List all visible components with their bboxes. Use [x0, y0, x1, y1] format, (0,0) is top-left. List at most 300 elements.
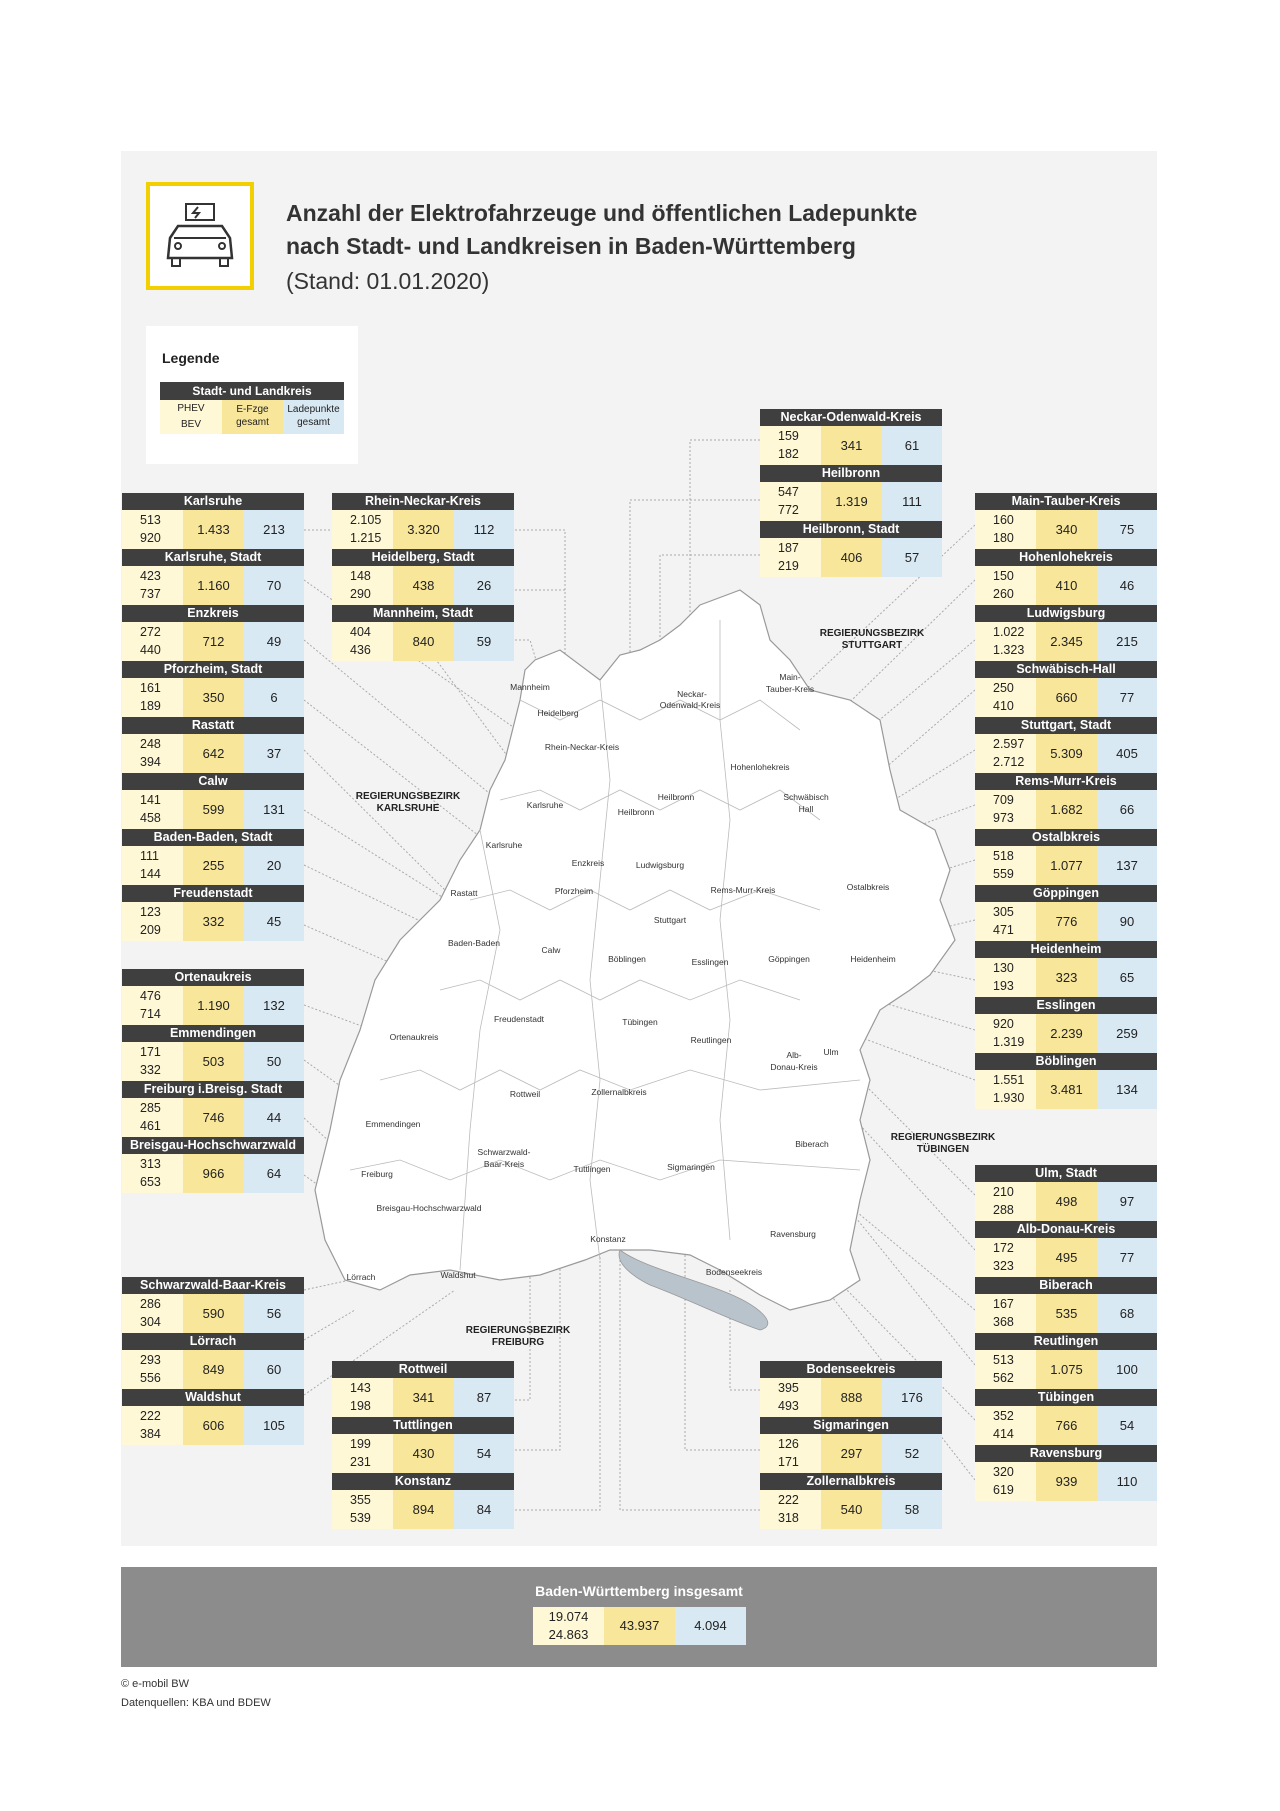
- total-bev: 24.863: [548, 1627, 589, 1642]
- district-charge-points: 46: [1097, 566, 1157, 605]
- district-charge-points: 54: [454, 1434, 514, 1473]
- district-name: Bodenseekreis: [760, 1361, 942, 1378]
- map-place-label: Baar-Kreis: [483, 1159, 525, 1169]
- district-phev: 305: [993, 905, 1014, 919]
- district-bev: 182: [778, 447, 799, 461]
- district-bev: 920: [140, 531, 161, 545]
- district-total-vehicles: 3.320: [393, 510, 454, 549]
- district-charge-points: 64: [244, 1154, 304, 1193]
- district-phev: 423: [140, 569, 161, 583]
- district-phev-bev: [975, 678, 1036, 717]
- district-total-vehicles: 341: [393, 1378, 454, 1417]
- district-total-vehicles: 3.481: [1036, 1070, 1097, 1109]
- legend-phev: PHEV: [177, 403, 205, 414]
- district-box: [122, 493, 304, 549]
- district-total-vehicles: 746: [183, 1098, 244, 1137]
- district-total-vehicles: 406: [821, 538, 882, 577]
- district-phev: 355: [350, 1493, 371, 1507]
- district-phev-bev: [760, 426, 821, 465]
- district-box: [975, 605, 1157, 661]
- district-total-vehicles: 840: [393, 622, 454, 661]
- district-name: Schwarzwald-Baar-Kreis: [122, 1277, 304, 1294]
- district-name: Ulm, Stadt: [975, 1165, 1157, 1182]
- district-name: Hohenlohekreis: [975, 549, 1157, 566]
- legend-title: Legende: [162, 350, 220, 366]
- district-phev: 293: [140, 1353, 161, 1367]
- district-phev-bev: [332, 1378, 393, 1417]
- region-freiburg-2: FREIBURG: [491, 1337, 545, 1348]
- district-phev-bev: [975, 1406, 1036, 1445]
- map-place-label: Zollernalbkreis: [591, 1087, 647, 1097]
- map-place-label: Biberach: [795, 1139, 829, 1149]
- district-total-vehicles: 1.682: [1036, 790, 1097, 829]
- district-charge-points: 213: [244, 510, 304, 549]
- map-place-label: Freiburg: [361, 1169, 393, 1179]
- region-tuebingen-2: TÜBINGEN: [916, 1144, 970, 1155]
- district-phev: 159: [778, 429, 799, 443]
- district-bev: 198: [350, 1399, 371, 1413]
- district-name: Lörrach: [122, 1333, 304, 1350]
- district-name: Mannheim, Stadt: [332, 605, 514, 622]
- district-phev: 285: [140, 1101, 161, 1115]
- district-bev: 323: [993, 1259, 1014, 1273]
- district-phev: 272: [140, 625, 161, 639]
- district-phev: 352: [993, 1409, 1014, 1423]
- district-name: Stuttgart, Stadt: [975, 717, 1157, 734]
- district-box: [122, 773, 304, 829]
- district-name: Tübingen: [975, 1389, 1157, 1406]
- district-bev: 414: [993, 1427, 1014, 1441]
- map-place-label: Rastatt: [450, 888, 478, 898]
- district-total-vehicles: 503: [183, 1042, 244, 1081]
- district-charge-points: 60: [244, 1350, 304, 1389]
- district-bev: 260: [993, 587, 1014, 601]
- district-name: Heidelberg, Stadt: [332, 549, 514, 566]
- district-total-vehicles: 776: [1036, 902, 1097, 941]
- district-box: [122, 885, 304, 941]
- district-name: Waldshut: [122, 1389, 304, 1406]
- district-box: [122, 1333, 304, 1389]
- district-charge-points: 68: [1097, 1294, 1157, 1333]
- district-name: Enzkreis: [122, 605, 304, 622]
- district-charge-points: 137: [1097, 846, 1157, 885]
- district-name: Ludwigsburg: [975, 605, 1157, 622]
- district-total-vehicles: 642: [183, 734, 244, 773]
- region-tuebingen-1: REGIERUNGSBEZIRK: [890, 1132, 996, 1143]
- district-phev-bev: [975, 1070, 1036, 1109]
- district-charge-points: 84: [454, 1490, 514, 1529]
- district-bev: 714: [140, 1007, 161, 1021]
- district-bev: 180: [993, 531, 1014, 545]
- district-total-vehicles: 332: [183, 902, 244, 941]
- district-total-vehicles: 660: [1036, 678, 1097, 717]
- map-place-label: Tuttlingen: [573, 1164, 611, 1174]
- district-name: Esslingen: [975, 997, 1157, 1014]
- map-place-label: Ravensburg: [770, 1229, 816, 1239]
- district-box: [760, 1417, 942, 1473]
- district-total-vehicles: 606: [183, 1406, 244, 1445]
- map-place-label: Tauber-Kreis: [765, 684, 815, 694]
- state-outline: [315, 590, 955, 1310]
- district-charge-points: 405: [1097, 734, 1157, 773]
- district-total-vehicles: 1.077: [1036, 846, 1097, 885]
- district-bev: 1.319: [993, 1035, 1025, 1049]
- district-total-vehicles: 297: [821, 1434, 882, 1473]
- district-box: [122, 1389, 304, 1445]
- map-place-label: Rhein-Neckar-Kreis: [544, 742, 620, 752]
- map-place-label: Alb-: [786, 1050, 802, 1060]
- district-phev-bev: [975, 510, 1036, 549]
- district-charge-points: 26: [454, 566, 514, 605]
- district-charge-points: 259: [1097, 1014, 1157, 1053]
- map-place-label: Mannheim: [510, 682, 550, 692]
- district-name: Biberach: [975, 1277, 1157, 1294]
- district-name: Karlsruhe: [122, 493, 304, 510]
- district-phev: 476: [140, 989, 161, 1003]
- district-box: [122, 549, 304, 605]
- district-name: Böblingen: [975, 1053, 1157, 1070]
- district-total-vehicles: 495: [1036, 1238, 1097, 1277]
- district-box: [975, 997, 1157, 1053]
- district-bev: 737: [140, 587, 161, 601]
- district-bev: 394: [140, 755, 161, 769]
- district-bev: 556: [140, 1371, 161, 1385]
- district-phev-bev: [760, 1434, 821, 1473]
- legend-charge-line2: gesamt: [297, 417, 330, 428]
- map-place-label: Odenwald-Kreis: [659, 700, 721, 710]
- district-box: [975, 1053, 1157, 1109]
- district-total-vehicles: 939: [1036, 1462, 1097, 1501]
- district-name: Konstanz: [332, 1473, 514, 1490]
- district-total-vehicles: 1.433: [183, 510, 244, 549]
- district-box: [760, 465, 942, 521]
- map-place-label: Main-: [779, 672, 801, 682]
- district-box: [975, 1445, 1157, 1501]
- district-box: [122, 605, 304, 661]
- district-phev-bev: [122, 1294, 183, 1333]
- district-charge-points: 37: [244, 734, 304, 773]
- district-phev-bev: [760, 1490, 821, 1529]
- district-name: Rottweil: [332, 1361, 514, 1378]
- district-name: Neckar-Odenwald-Kreis: [760, 409, 942, 426]
- district-charge-points: 44: [244, 1098, 304, 1137]
- district-phev-bev: [122, 678, 183, 717]
- total-charge-points: 4.094: [675, 1607, 746, 1645]
- map-place-label: Waldshut: [440, 1270, 476, 1280]
- district-box: [122, 1081, 304, 1137]
- district-bev: 772: [778, 503, 799, 517]
- district-bev: 318: [778, 1511, 799, 1525]
- district-phev-bev: [975, 1294, 1036, 1333]
- map-place-label: Karlsruhe: [526, 800, 564, 810]
- district-box: [122, 829, 304, 885]
- district-phev: 518: [993, 849, 1014, 863]
- district-phev-bev: [122, 1042, 183, 1081]
- district-phev-bev: [975, 846, 1036, 885]
- district-phev: 160: [993, 513, 1014, 527]
- district-box: [975, 717, 1157, 773]
- district-name: Calw: [122, 773, 304, 790]
- district-bev: 368: [993, 1315, 1014, 1329]
- region-stuttgart-1: REGIERUNGSBEZIRK: [819, 628, 925, 639]
- map-place-label: Esslingen: [691, 957, 729, 967]
- district-phev: 320: [993, 1465, 1014, 1479]
- district-total-vehicles: 1.190: [183, 986, 244, 1025]
- map-place-label: Tübingen: [622, 1017, 658, 1027]
- district-box: [760, 409, 942, 465]
- district-bev: 171: [778, 1455, 799, 1469]
- total-phev: 19.074: [548, 1609, 589, 1624]
- district-phev-bev: [975, 622, 1036, 661]
- data-sources: Datenquellen: KBA und BDEW: [121, 1697, 271, 1709]
- district-bev: 562: [993, 1371, 1014, 1385]
- map-place-label: Heilbronn: [617, 807, 655, 817]
- district-charge-points: 75: [1097, 510, 1157, 549]
- map-place-label: Ostalbkreis: [846, 882, 890, 892]
- district-total-vehicles: 766: [1036, 1406, 1097, 1445]
- district-total-vehicles: 410: [1036, 566, 1097, 605]
- district-charge-points: 132: [244, 986, 304, 1025]
- district-phev: 395: [778, 1381, 799, 1395]
- district-phev-bev: [332, 1434, 393, 1473]
- map-place-label: Neckar-: [677, 689, 707, 699]
- region-stuttgart-2: STUTTGART: [841, 640, 903, 651]
- district-bev: 209: [140, 923, 161, 937]
- district-box: [332, 1361, 514, 1417]
- legend-bev: BEV: [180, 419, 201, 430]
- district-total-vehicles: 255: [183, 846, 244, 885]
- district-name: Schwäbisch-Hall: [975, 661, 1157, 678]
- district-phev-bev: [122, 510, 183, 549]
- district-phev-bev: [122, 566, 183, 605]
- district-total-vehicles: 2.239: [1036, 1014, 1097, 1053]
- district-phev: 248: [140, 737, 161, 751]
- district-charge-points: 6: [244, 678, 304, 717]
- map-place-label: Calw: [541, 945, 561, 955]
- district-bev: 2.712: [993, 755, 1025, 769]
- district-phev-bev: [332, 1490, 393, 1529]
- district-name: Ravensburg: [975, 1445, 1157, 1462]
- map-place-label: Ludwigsburg: [635, 860, 685, 870]
- district-phev-bev: [122, 1350, 183, 1389]
- legend-header: Stadt- und Landkreis: [160, 382, 344, 400]
- region-karlsruhe-1: REGIERUNGSBEZIRK: [355, 791, 461, 802]
- district-charge-points: 90: [1097, 902, 1157, 941]
- district-box: [975, 1333, 1157, 1389]
- map-place-label: Göppingen: [768, 954, 810, 964]
- map-place-label: Hall: [798, 804, 814, 814]
- district-name: Zollernalbkreis: [760, 1473, 942, 1490]
- district-phev: 130: [993, 961, 1014, 975]
- district-bev: 539: [350, 1511, 371, 1525]
- district-bev: 1.930: [993, 1091, 1025, 1105]
- district-total-vehicles: 540: [821, 1490, 882, 1529]
- map-place-label: Rottweil: [509, 1089, 541, 1099]
- legend-total-line2: gesamt: [236, 417, 269, 428]
- district-phev: 150: [993, 569, 1014, 583]
- district-total-vehicles: 599: [183, 790, 244, 829]
- district-box: [760, 1361, 942, 1417]
- district-name: Freiburg i.Breisg. Stadt: [122, 1081, 304, 1098]
- district-bev: 410: [993, 699, 1014, 713]
- district-charge-points: 131: [244, 790, 304, 829]
- map-place-label: Baden-Baden: [448, 938, 500, 948]
- region-karlsruhe-2: KARLSRUHE: [376, 803, 440, 814]
- map-place-label: Stuttgart: [653, 915, 687, 925]
- map-place-label: Lörrach: [346, 1272, 376, 1282]
- district-phev: 250: [993, 681, 1014, 695]
- district-name: Rhein-Neckar-Kreis: [332, 493, 514, 510]
- district-phev-bev: [975, 734, 1036, 773]
- district-bev: 144: [140, 867, 161, 881]
- district-phev-bev: [975, 1238, 1036, 1277]
- map-place-label: Enzkreis: [571, 858, 605, 868]
- district-phev-bev: [975, 1014, 1036, 1053]
- district-phev-bev: [332, 622, 393, 661]
- district-bev: 384: [140, 1427, 161, 1441]
- district-charge-points: 57: [882, 538, 942, 577]
- district-charge-points: 66: [1097, 790, 1157, 829]
- district-bev: 332: [140, 1063, 161, 1077]
- district-box: [975, 549, 1157, 605]
- district-bev: 461: [140, 1119, 161, 1133]
- district-box: [975, 829, 1157, 885]
- district-total-vehicles: 430: [393, 1434, 454, 1473]
- district-phev: 172: [993, 1241, 1014, 1255]
- district-box: [975, 773, 1157, 829]
- district-charge-points: 59: [454, 622, 514, 661]
- map-place-label: Ulm: [823, 1047, 839, 1057]
- district-total-vehicles: 350: [183, 678, 244, 717]
- district-name: Rems-Murr-Kreis: [975, 773, 1157, 790]
- district-name: Heilbronn, Stadt: [760, 521, 942, 538]
- district-box: [975, 1165, 1157, 1221]
- map-place-label: Reutlingen: [690, 1035, 732, 1045]
- district-phev: 199: [350, 1437, 371, 1451]
- district-bev: 1.215: [350, 531, 382, 545]
- district-phev-bev: [760, 538, 821, 577]
- district-phev: 222: [778, 1493, 799, 1507]
- district-charge-points: 65: [1097, 958, 1157, 997]
- map-place-label: Schwarzwald-: [477, 1147, 531, 1157]
- district-charge-points: 70: [244, 566, 304, 605]
- district-total-vehicles: 1.160: [183, 566, 244, 605]
- district-charge-points: 97: [1097, 1182, 1157, 1221]
- total-header: Baden-Württemberg insgesamt: [535, 1583, 743, 1599]
- district-total-vehicles: 888: [821, 1378, 882, 1417]
- map-place-label: Heilbronn: [657, 792, 695, 802]
- district-total-vehicles: 340: [1036, 510, 1097, 549]
- title-line-2: nach Stadt- und Landkreisen in Baden-Württemberg: [286, 233, 856, 259]
- map-place-label: Karlsruhe: [485, 840, 523, 850]
- district-phev: 404: [350, 625, 371, 639]
- district-charge-points: 45: [244, 902, 304, 941]
- district-box: [332, 1473, 514, 1529]
- map-place-label: Emmendingen: [365, 1119, 421, 1129]
- district-name: Breisgau-Hochschwarzwald: [122, 1137, 304, 1154]
- district-box: [122, 1025, 304, 1081]
- district-phev: 709: [993, 793, 1014, 807]
- district-phev-bev: [760, 482, 821, 521]
- district-name: Emmendingen: [122, 1025, 304, 1042]
- district-total-vehicles: 849: [183, 1350, 244, 1389]
- district-name: Rastatt: [122, 717, 304, 734]
- district-phev: 141: [140, 793, 161, 807]
- district-charge-points: 111: [882, 482, 942, 521]
- district-bev: 440: [140, 643, 161, 657]
- district-charge-points: 112: [454, 510, 514, 549]
- district-phev-bev: [122, 734, 183, 773]
- district-name: Ortenaukreis: [122, 969, 304, 986]
- district-phev: 167: [993, 1297, 1014, 1311]
- district-name: Heilbronn: [760, 465, 942, 482]
- map-place-label: Bodenseekreis: [705, 1267, 763, 1277]
- district-phev-bev: [975, 958, 1036, 997]
- district-total-vehicles: 590: [183, 1294, 244, 1333]
- district-total-vehicles: 1.075: [1036, 1350, 1097, 1389]
- district-box: [332, 1417, 514, 1473]
- district-bev: 219: [778, 559, 799, 573]
- district-total-vehicles: 341: [821, 426, 882, 465]
- district-phev-bev: [332, 566, 393, 605]
- map-place-label: Pforzheim: [554, 886, 594, 896]
- district-box: [975, 941, 1157, 997]
- district-bev: 471: [993, 923, 1014, 937]
- district-phev-bev: [122, 790, 183, 829]
- district-bev: 973: [993, 811, 1014, 825]
- district-phev-bev: [122, 622, 183, 661]
- district-name: Sigmaringen: [760, 1417, 942, 1434]
- district-phev: 143: [350, 1381, 371, 1395]
- district-box: [332, 605, 514, 661]
- district-box: [975, 1389, 1157, 1445]
- map-place-label: Böblingen: [608, 954, 646, 964]
- district-phev: 222: [140, 1409, 161, 1423]
- district-charge-points: 100: [1097, 1350, 1157, 1389]
- legend-total-line1: E-Fzge: [236, 404, 269, 415]
- district-phev: 210: [993, 1185, 1014, 1199]
- district-total-vehicles: 323: [1036, 958, 1097, 997]
- district-name: Main-Tauber-Kreis: [975, 493, 1157, 510]
- map-place-label: Sigmaringen: [667, 1162, 715, 1172]
- district-bev: 458: [140, 811, 161, 825]
- district-box: [332, 493, 514, 549]
- district-box: [122, 661, 304, 717]
- subtitle: (Stand: 01.01.2020): [286, 268, 490, 294]
- district-phev-bev: [975, 1462, 1036, 1501]
- district-charge-points: 56: [244, 1294, 304, 1333]
- district-name: Ostalbkreis: [975, 829, 1157, 846]
- district-charge-points: 49: [244, 622, 304, 661]
- district-charge-points: 61: [882, 426, 942, 465]
- district-bev: 493: [778, 1399, 799, 1413]
- legend-charge-line1: Ladepunkte: [287, 404, 340, 415]
- district-phev-bev: [122, 1098, 183, 1137]
- district-total-vehicles: 535: [1036, 1294, 1097, 1333]
- district-box: [122, 969, 304, 1025]
- district-total-vehicles: 2.345: [1036, 622, 1097, 661]
- district-bev: 559: [993, 867, 1014, 881]
- district-phev-bev: [122, 1406, 183, 1445]
- district-phev: 123: [140, 905, 161, 919]
- district-box: [975, 885, 1157, 941]
- district-phev-bev: [975, 1182, 1036, 1221]
- district-name: Tuttlingen: [332, 1417, 514, 1434]
- district-phev: 286: [140, 1297, 161, 1311]
- district-box: [122, 1277, 304, 1333]
- district-total-vehicles: 712: [183, 622, 244, 661]
- district-charge-points: 77: [1097, 1238, 1157, 1277]
